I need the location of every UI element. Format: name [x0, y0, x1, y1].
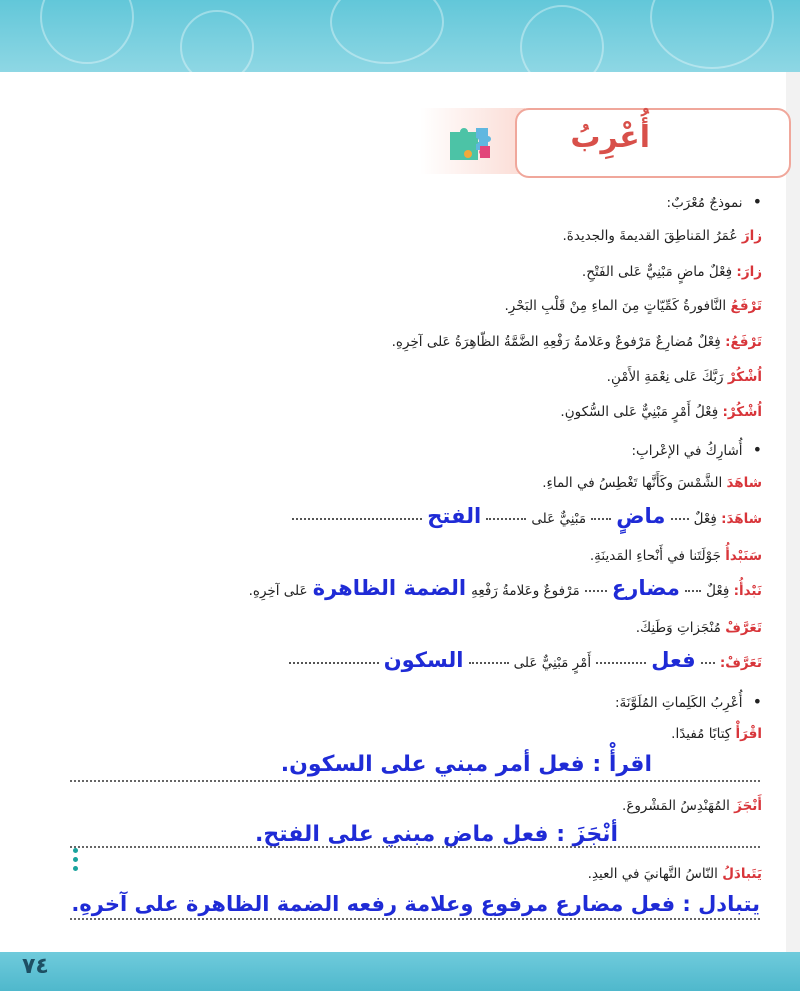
model-sentence-1: زارَ عُمَرُ المَناطِقَ القديمةَ والجديدةَ. [562, 228, 762, 244]
model-parse-1: زارَ: فِعْلٌ ماضٍ مَبْنِيٌّ عَلى الفَتْحِ. [581, 264, 762, 280]
margin-dots [72, 848, 78, 875]
exercise-2-sentence: سَنَبْدأُ جَوْلَتَنا في أَنْحاءِ المَدينَةِ. [589, 548, 762, 564]
handwritten-answer-3: يتبادل : فعل مضارع مرفوع وعلامة رفعه الضمة الظاهرة على آخرهِ. [71, 892, 760, 916]
handwritten-answer: ماضٍ [616, 504, 666, 528]
bottom-band [0, 952, 800, 991]
model-bullet: • نموذجٌ مُعْرَبٌ: [667, 192, 762, 211]
model-parse-2: تَرْفَعُ: فِعْلٌ مُضارِعٌ مَرْفوعٌ وعَلامةُ رَفْعِهِ الضَّمَّةُ الظّاهِرَةُ عَلى آخِرِهِ. [391, 334, 762, 350]
exercise-3-sentence: تَعَرَّفْ مُنْجَزاتِ وَطَنِكَ. [635, 620, 762, 636]
exercise-1-answer: شاهَدَ: فِعْلٌ ماضٍ مَبْنِيٌّ عَلى الفتح [292, 504, 762, 538]
handwritten-answer-1: اقرأْ : فعل أمر مبني على السكون. [280, 752, 652, 777]
page-number: ٧٤ [22, 954, 49, 979]
parse-sentence-2: أَنْجَزَ المُهَنْدِسُ المَشْروعَ. [622, 798, 762, 814]
participate-bullet: • أُشارِكُ في الإعْرابِ: [631, 440, 762, 459]
model-parse-3: اُشْكُرْ: فِعْلُ أَمْرٍ مَبْنِيٌّ عَلى السُّكونِ. [560, 404, 762, 420]
answer-line [70, 780, 760, 782]
parse-sentence-3: يَتَبادَلُ النّاسُ التَّهانيَ في العيدِ. [587, 866, 762, 882]
exercise-1-sentence: شاهَدَ الشَّمْسَ وكَأَنَّها تَغْطِسُ في الماءِ. [542, 475, 762, 491]
top-decorative-band [0, 0, 800, 72]
answer-line [70, 918, 760, 920]
handwritten-answer-2: أنْجَزَ : فعل ماض مبني على الفتح. [255, 822, 618, 847]
model-sentence-3: اُشْكُرْ رَبَّكَ عَلى نِعْمَةِ الأَمْنِ. [606, 369, 762, 385]
exercise-2-answer: نَبْدأُ: فِعْلٌ مضارع مَرْفوعٌ وعَلامةُ رَفْعِهِ الضمة الظاهرة عَلى آخِرِهِ. [248, 576, 762, 600]
title-box [515, 108, 791, 178]
exercise-3-answer: تَعَرَّفْ: فعل أَمْرٍ مَبْنِيٌّ عَلى السكون [289, 648, 762, 682]
parse-bullet: • أُعْرِبُ الكَلِماتِ المُلَوَّنَةَ: [615, 692, 762, 711]
handwritten-answer: الفتح [427, 504, 482, 528]
handwritten-answer: الضمة الظاهرة [312, 576, 467, 600]
model-sentence-2: تَرْفَعُ النَّافورةُ كَمِّيّاتٍ مِنَ الماءِ مِنْ قَلْبِ البَحْرِ. [504, 298, 762, 314]
handwritten-answer: السكون [383, 648, 464, 672]
handwritten-answer: فعل [651, 648, 696, 672]
page-title: أُعْرِبُ [570, 120, 650, 155]
handwritten-answer: مضارع [611, 576, 680, 600]
parse-sentence-1: اقْرَأْ كِتابًا مُفيدًا. [671, 726, 762, 742]
side-margin-bar [786, 72, 800, 952]
puzzle-pieces-icon [446, 122, 498, 162]
